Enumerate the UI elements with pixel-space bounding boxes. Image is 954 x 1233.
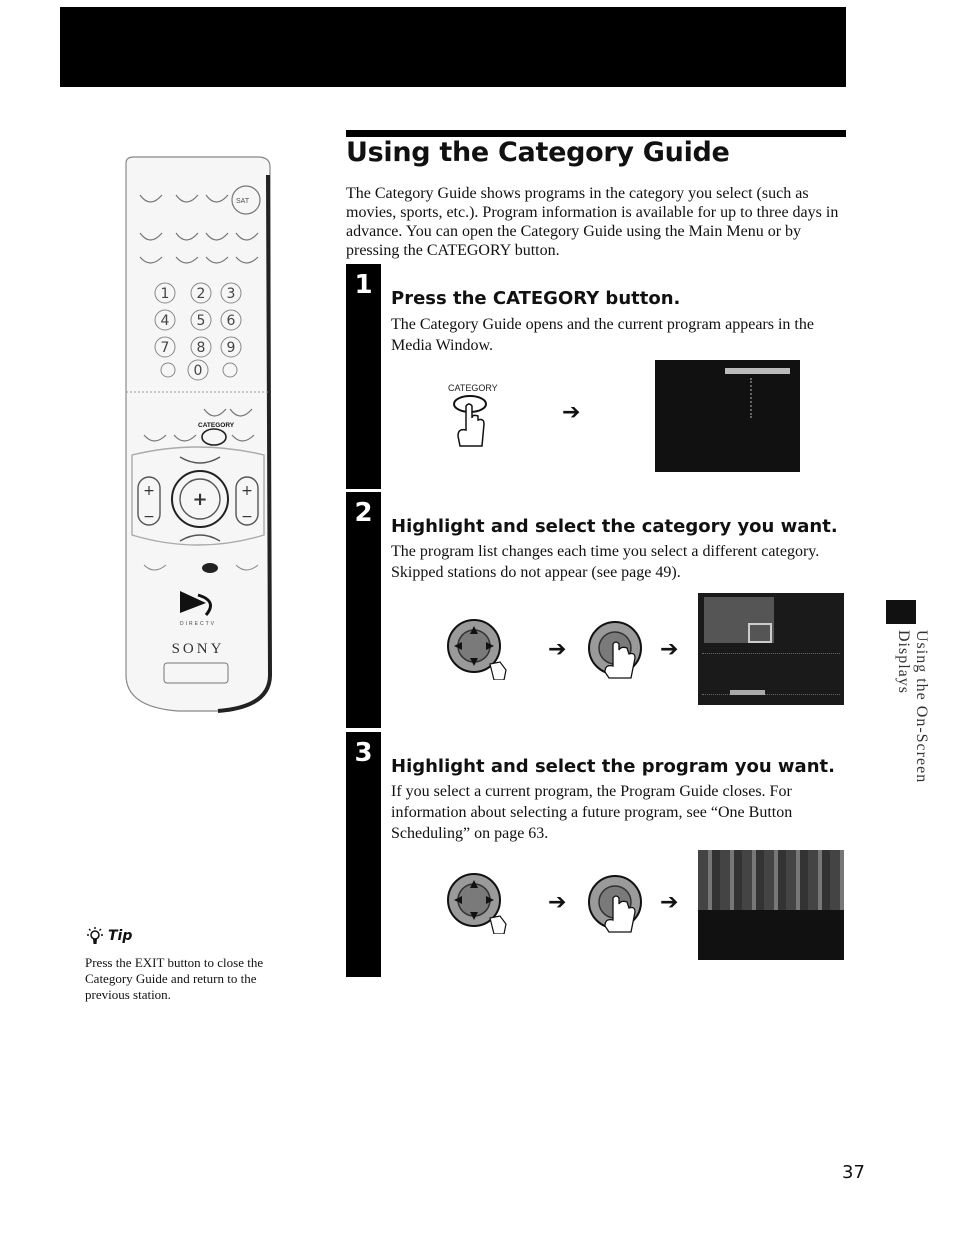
remote-digit-4: 4 [160, 313, 170, 329]
screen-scene-bottom [698, 910, 844, 960]
remote-control-illustration [118, 155, 278, 715]
step-bar-2 [346, 492, 381, 728]
screen-frame-marker [748, 623, 772, 643]
category-button-label: CATEGORY [448, 383, 498, 393]
screen-scene-top [698, 850, 844, 910]
remote-digit-2: 2 [196, 286, 206, 302]
tip-label: Tip [108, 928, 133, 944]
screen-highlight-bar [725, 368, 790, 374]
step-3-arrow-a: ➔ [548, 890, 567, 915]
step-number-2: 2 [354, 498, 373, 528]
svg-text:+: + [241, 483, 253, 499]
section-side-label: Using the On-Screen Displays [895, 630, 930, 784]
remote-digit-6: 6 [226, 313, 236, 329]
joystick-highlight-icon-3 [446, 872, 508, 934]
remote-digit-3: 3 [226, 286, 236, 302]
step-heading-1: Press the CATEGORY button. [391, 288, 681, 309]
step-heading-2: Highlight and select the category you want. [391, 516, 838, 537]
remote-sat-label: SAT [236, 198, 250, 205]
step-bar-3 [346, 732, 381, 977]
svg-text:+: + [192, 489, 208, 510]
media-window-screen-1 [655, 360, 800, 472]
remote-digit-5: 5 [196, 313, 206, 329]
step-bar-1 [346, 264, 381, 489]
category-list-screen-2 [698, 593, 844, 705]
remote-brand: SONY [171, 641, 225, 657]
lightbulb-icon [86, 926, 104, 946]
remote-digit-7: 7 [160, 340, 170, 356]
header-bar [60, 7, 846, 87]
tip-text: Press the EXIT button to close the Category Guide and return to the previous station. [85, 955, 264, 1002]
remote-digit-1: 1 [160, 286, 170, 302]
program-full-screen-3 [698, 850, 844, 960]
step-text-1: The Category Guide opens and the current program appears in the Media Window. [391, 316, 814, 354]
intro-paragraph: The Category Guide shows programs in the category you select (such as movies, sports, etc.). Program information is available for up to three days in advance. You can open the Category Guide using the Main Menu or by pressing the CATEGORY button. [346, 185, 839, 259]
step-1-arrow: ➔ [562, 400, 581, 425]
svg-text:−: − [143, 509, 155, 525]
step-number-1: 1 [354, 270, 373, 300]
title-rule [346, 130, 846, 137]
step-2-arrow-a: ➔ [548, 637, 567, 662]
step-heading-3: Highlight and select the program you want. [391, 756, 835, 777]
section-tab-marker [886, 600, 916, 624]
page-number: 37 [842, 1162, 865, 1183]
category-button-press-icon [448, 394, 496, 450]
joystick-press-icon-2 [587, 618, 649, 680]
step-number-3: 3 [354, 738, 373, 768]
remote-digit-9: 9 [226, 340, 236, 356]
joystick-highlight-icon-2 [446, 618, 508, 680]
screen-program-list [702, 653, 840, 695]
svg-text:+: + [143, 483, 155, 499]
remote-digit-8: 8 [196, 340, 206, 356]
step-2-arrow-b: ➔ [660, 637, 679, 662]
screen-list-dots [750, 378, 772, 418]
step-text-3: If you select a current program, the Program Guide closes. For information about selecting a future program, see “One Button Scheduling” on page 63. [391, 783, 793, 842]
remote-digit-0: 0 [193, 363, 203, 379]
remote-category-label: CATEGORY [198, 422, 235, 429]
page-title: Using the Category Guide [346, 137, 730, 168]
joystick-press-icon-3 [587, 872, 649, 934]
screen-selected-bar [730, 690, 765, 695]
svg-text:−: − [241, 509, 253, 525]
remote-logo-text: DIRECTV [180, 621, 216, 627]
step-3-arrow-b: ➔ [660, 890, 679, 915]
step-text-2: The program list changes each time you select a different category. Skipped stations do not appear (see page 49). [391, 543, 820, 581]
